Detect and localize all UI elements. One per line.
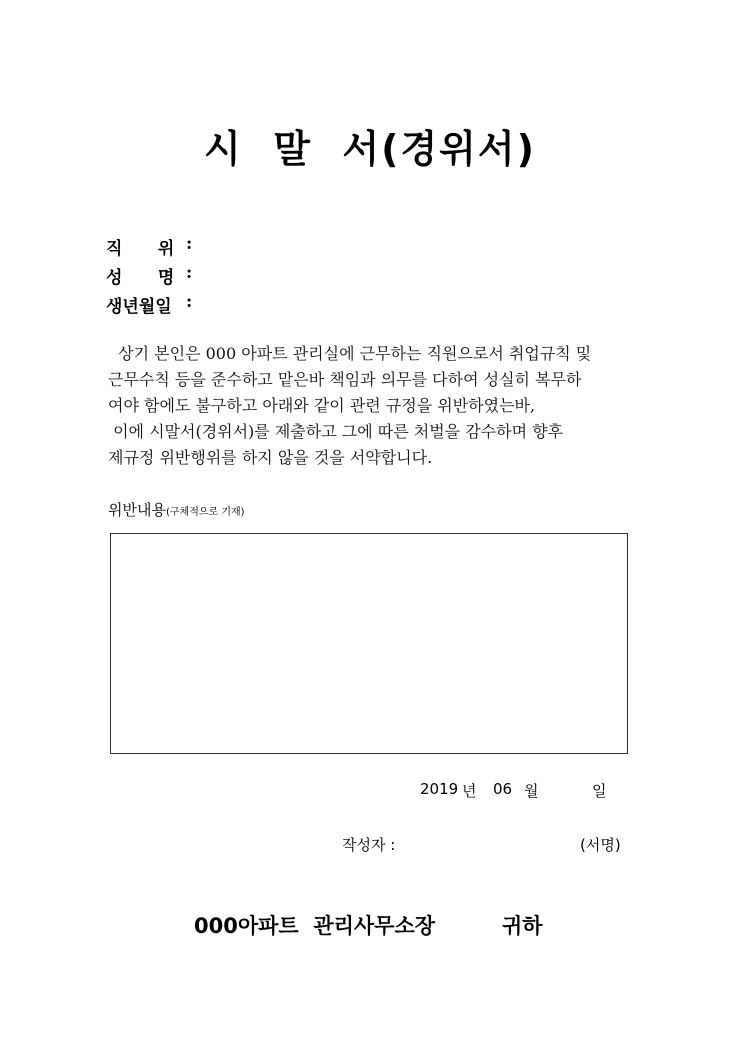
field-name-label: 성 명 — [106, 268, 175, 288]
date-year-unit: 년 — [462, 782, 477, 800]
writer-label: 작성자 : — [342, 836, 396, 854]
recipient-honorific: 귀하 — [502, 914, 543, 938]
body-line: 이에 시말서(경위서)를 제출하고 그에 따른 처벌을 감수하며 향후 — [108, 422, 564, 441]
body-line: 상기 본인은 000 아파트 관리실에 근무하는 직원으로서 취업규칙 및 — [108, 344, 592, 363]
document-title: 시 말 서(경위서) — [204, 127, 536, 171]
signature-placeholder: (서명) — [580, 836, 621, 854]
body-line: 여야 함에도 불구하고 아래와 같이 관련 규정을 위반하였는바, — [108, 396, 536, 415]
violation-label — [108, 499, 245, 520]
date-month: 06 — [493, 780, 513, 798]
body-line: 근무수칙 등을 준수하고 맡은바 책임과 의무를 다하여 성실히 복무하 — [108, 370, 582, 389]
field-position-label: 직 위 — [106, 239, 175, 259]
violation-note: (구체적으로 기재) — [165, 507, 245, 518]
field-position-colon: : — [186, 234, 193, 254]
field-name-colon: : — [186, 263, 193, 283]
field-birthdate-colon: : — [186, 292, 193, 312]
violation-title: 위반내용 — [108, 501, 166, 519]
recipient-office: 000아파트 관리사무소장 — [194, 914, 436, 938]
date-year: 2019 — [420, 780, 459, 798]
body-line: 제규정 위반행위를 하지 않을 것을 서약합니다. — [108, 448, 433, 467]
field-birthdate-label: 생년월일 — [106, 297, 172, 317]
date-day-unit: 일 — [592, 782, 607, 800]
date-month-unit: 월 — [524, 782, 539, 800]
violation-content-box[interactable] — [110, 533, 628, 754]
